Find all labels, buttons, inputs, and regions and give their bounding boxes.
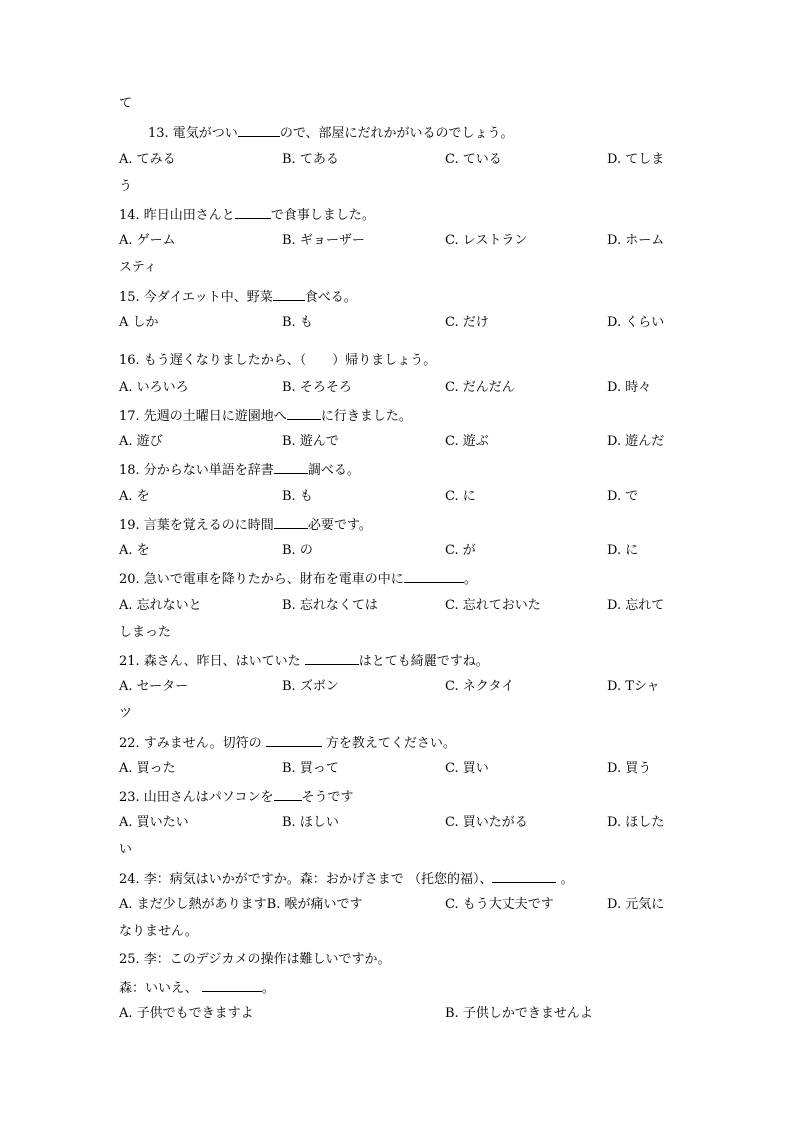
question-16-stem: 16. もう遅くなりましたから、（ ）帰りましょう。 bbox=[119, 353, 437, 368]
question-20-option-c: C. 忘れておいた bbox=[445, 598, 541, 613]
question-24-wrap: なりません。 bbox=[119, 924, 198, 939]
question-13-stem: 13. 電気がつい ので、部屋にだれかがいるのでしょう。 bbox=[148, 126, 514, 141]
question-14-option-d: D. ホーム bbox=[607, 233, 665, 248]
question-22-option-b: B. 買って bbox=[282, 761, 339, 776]
question-18-option-c: C. に bbox=[445, 489, 476, 504]
question-17-option-d: D. 遊んだ bbox=[607, 434, 665, 449]
answer-blank bbox=[492, 870, 556, 883]
question-17-option-b: B. 遊んで bbox=[282, 434, 339, 449]
question-25-stem: 25. 李：このデジカメの操作は難しいですか。 bbox=[119, 952, 391, 967]
question-22-option-c: C. 買い bbox=[445, 761, 489, 776]
question-13-option-b: B. てある bbox=[282, 152, 339, 167]
question-21-option-d: D. Tシャ bbox=[607, 679, 660, 694]
question-22-option-a: A. 買った bbox=[119, 761, 176, 776]
question-25-option-a: A. 子供でもできますよ bbox=[119, 1006, 254, 1021]
question-13-option-c: C. ている bbox=[445, 152, 502, 167]
question-15-option-a: A しか bbox=[119, 315, 159, 330]
question-13-wrap: う bbox=[119, 179, 133, 194]
question-22-option-d: D. 買う bbox=[607, 761, 652, 776]
question-22-stem: 22. すみません。切符の 方を教えてください。 bbox=[119, 736, 456, 751]
question-15-option-c: C. だけ bbox=[445, 315, 489, 330]
question-23-option-b: B. ほしい bbox=[282, 815, 339, 830]
question-19-option-d: D. に bbox=[607, 543, 639, 558]
answer-blank bbox=[202, 979, 262, 992]
question-25-option-b: B. 子供しかできませんよ bbox=[445, 1006, 593, 1021]
question-21-stem: 21. 森さん、昨日、はいていた はとても綺麗ですね。 bbox=[119, 654, 489, 669]
question-14-option-a: A. ゲーム bbox=[119, 233, 176, 248]
question-15-option-b: B. も bbox=[282, 315, 313, 330]
answer-blank bbox=[274, 516, 308, 529]
question-23-option-d: D. ほした bbox=[607, 815, 665, 830]
leading-text: て bbox=[119, 96, 133, 111]
question-18-stem: 18. 分からない単語を辞書 調べる。 bbox=[119, 463, 360, 478]
question-14-option-c: C. レストラン bbox=[445, 233, 528, 248]
answer-blank bbox=[266, 734, 322, 747]
question-20-wrap: しまった bbox=[119, 625, 172, 640]
question-21-option-c: C. ネクタイ bbox=[445, 679, 515, 694]
question-16-option-c: C. だんだん bbox=[445, 380, 515, 395]
question-19-option-b: B. の bbox=[282, 543, 313, 558]
question-20-option-a: A. 忘れないと bbox=[119, 598, 202, 613]
answer-blank bbox=[274, 461, 308, 474]
question-16-option-d: D. 時々 bbox=[607, 380, 652, 395]
question-16-option-a: A. いろいろ bbox=[119, 380, 189, 395]
answer-blank bbox=[274, 788, 302, 801]
question-14-option-b: B. ギョーザー bbox=[282, 233, 365, 248]
answer-blank bbox=[404, 570, 464, 583]
question-14-wrap: スティ bbox=[119, 260, 157, 275]
question-14-stem: 14. 昨日山田さんと で食事しました。 bbox=[119, 208, 375, 223]
question-17-option-c: C. 遊ぶ bbox=[445, 434, 489, 449]
answer-blank bbox=[273, 288, 305, 301]
question-24-stem: 24. 李：病気はいかがですか。森：おかげさまで （托您的福）、 。 bbox=[119, 872, 574, 887]
question-23-option-c: C. 買いたがる bbox=[445, 815, 528, 830]
question-17-option-a: A. 遊び bbox=[119, 434, 163, 449]
question-20-option-b: B. 忘れなくては bbox=[282, 598, 378, 613]
question-24-option-c: C. もう大丈夫です bbox=[445, 897, 554, 912]
answer-blank bbox=[235, 206, 271, 219]
question-21-wrap: ツ bbox=[119, 706, 133, 721]
question-16-option-b: B. そろそろ bbox=[282, 380, 352, 395]
question-23-option-a: A. 買いたい bbox=[119, 815, 189, 830]
question-23-stem: 23. 山田さんはパソコンを そうです bbox=[119, 790, 354, 805]
question-24-option-a-b: A. まだ少し熱がありますB. 喉が痛いです bbox=[119, 897, 363, 912]
answer-blank bbox=[305, 652, 359, 665]
question-18-option-a: A. を bbox=[119, 489, 150, 504]
question-13-option-d: D. てしま bbox=[607, 152, 665, 167]
question-23-wrap: い bbox=[119, 842, 133, 857]
question-24-option-d: D. 元気に bbox=[607, 897, 665, 912]
question-13-option-a: A. てみる bbox=[119, 152, 176, 167]
question-19-option-c: C. が bbox=[445, 543, 476, 558]
question-25-stem-2: 森：いいえ、 。 bbox=[119, 981, 275, 996]
question-15-stem: 15. 今ダイエット中、野菜 食べる。 bbox=[119, 290, 357, 305]
question-20-stem: 20. 急いで電車を降りたから、財布を電車の中に 。 bbox=[119, 572, 477, 587]
question-17-stem: 17. 先週の土曜日に遊園地へ に行きました。 bbox=[119, 409, 412, 424]
question-19-stem: 19. 言葉を覚えるのに時間 必要です。 bbox=[119, 518, 372, 533]
question-21-option-a: A. セーター bbox=[119, 679, 189, 694]
answer-blank bbox=[238, 124, 280, 137]
question-19-option-a: A. を bbox=[119, 543, 150, 558]
question-20-option-d: D. 忘れて bbox=[607, 598, 665, 613]
question-15-option-d: D. くらい bbox=[607, 315, 665, 330]
question-18-option-b: B. も bbox=[282, 489, 313, 504]
answer-blank bbox=[287, 407, 321, 420]
question-18-option-d: D. で bbox=[607, 489, 639, 504]
question-21-option-b: B. ズボン bbox=[282, 679, 339, 694]
